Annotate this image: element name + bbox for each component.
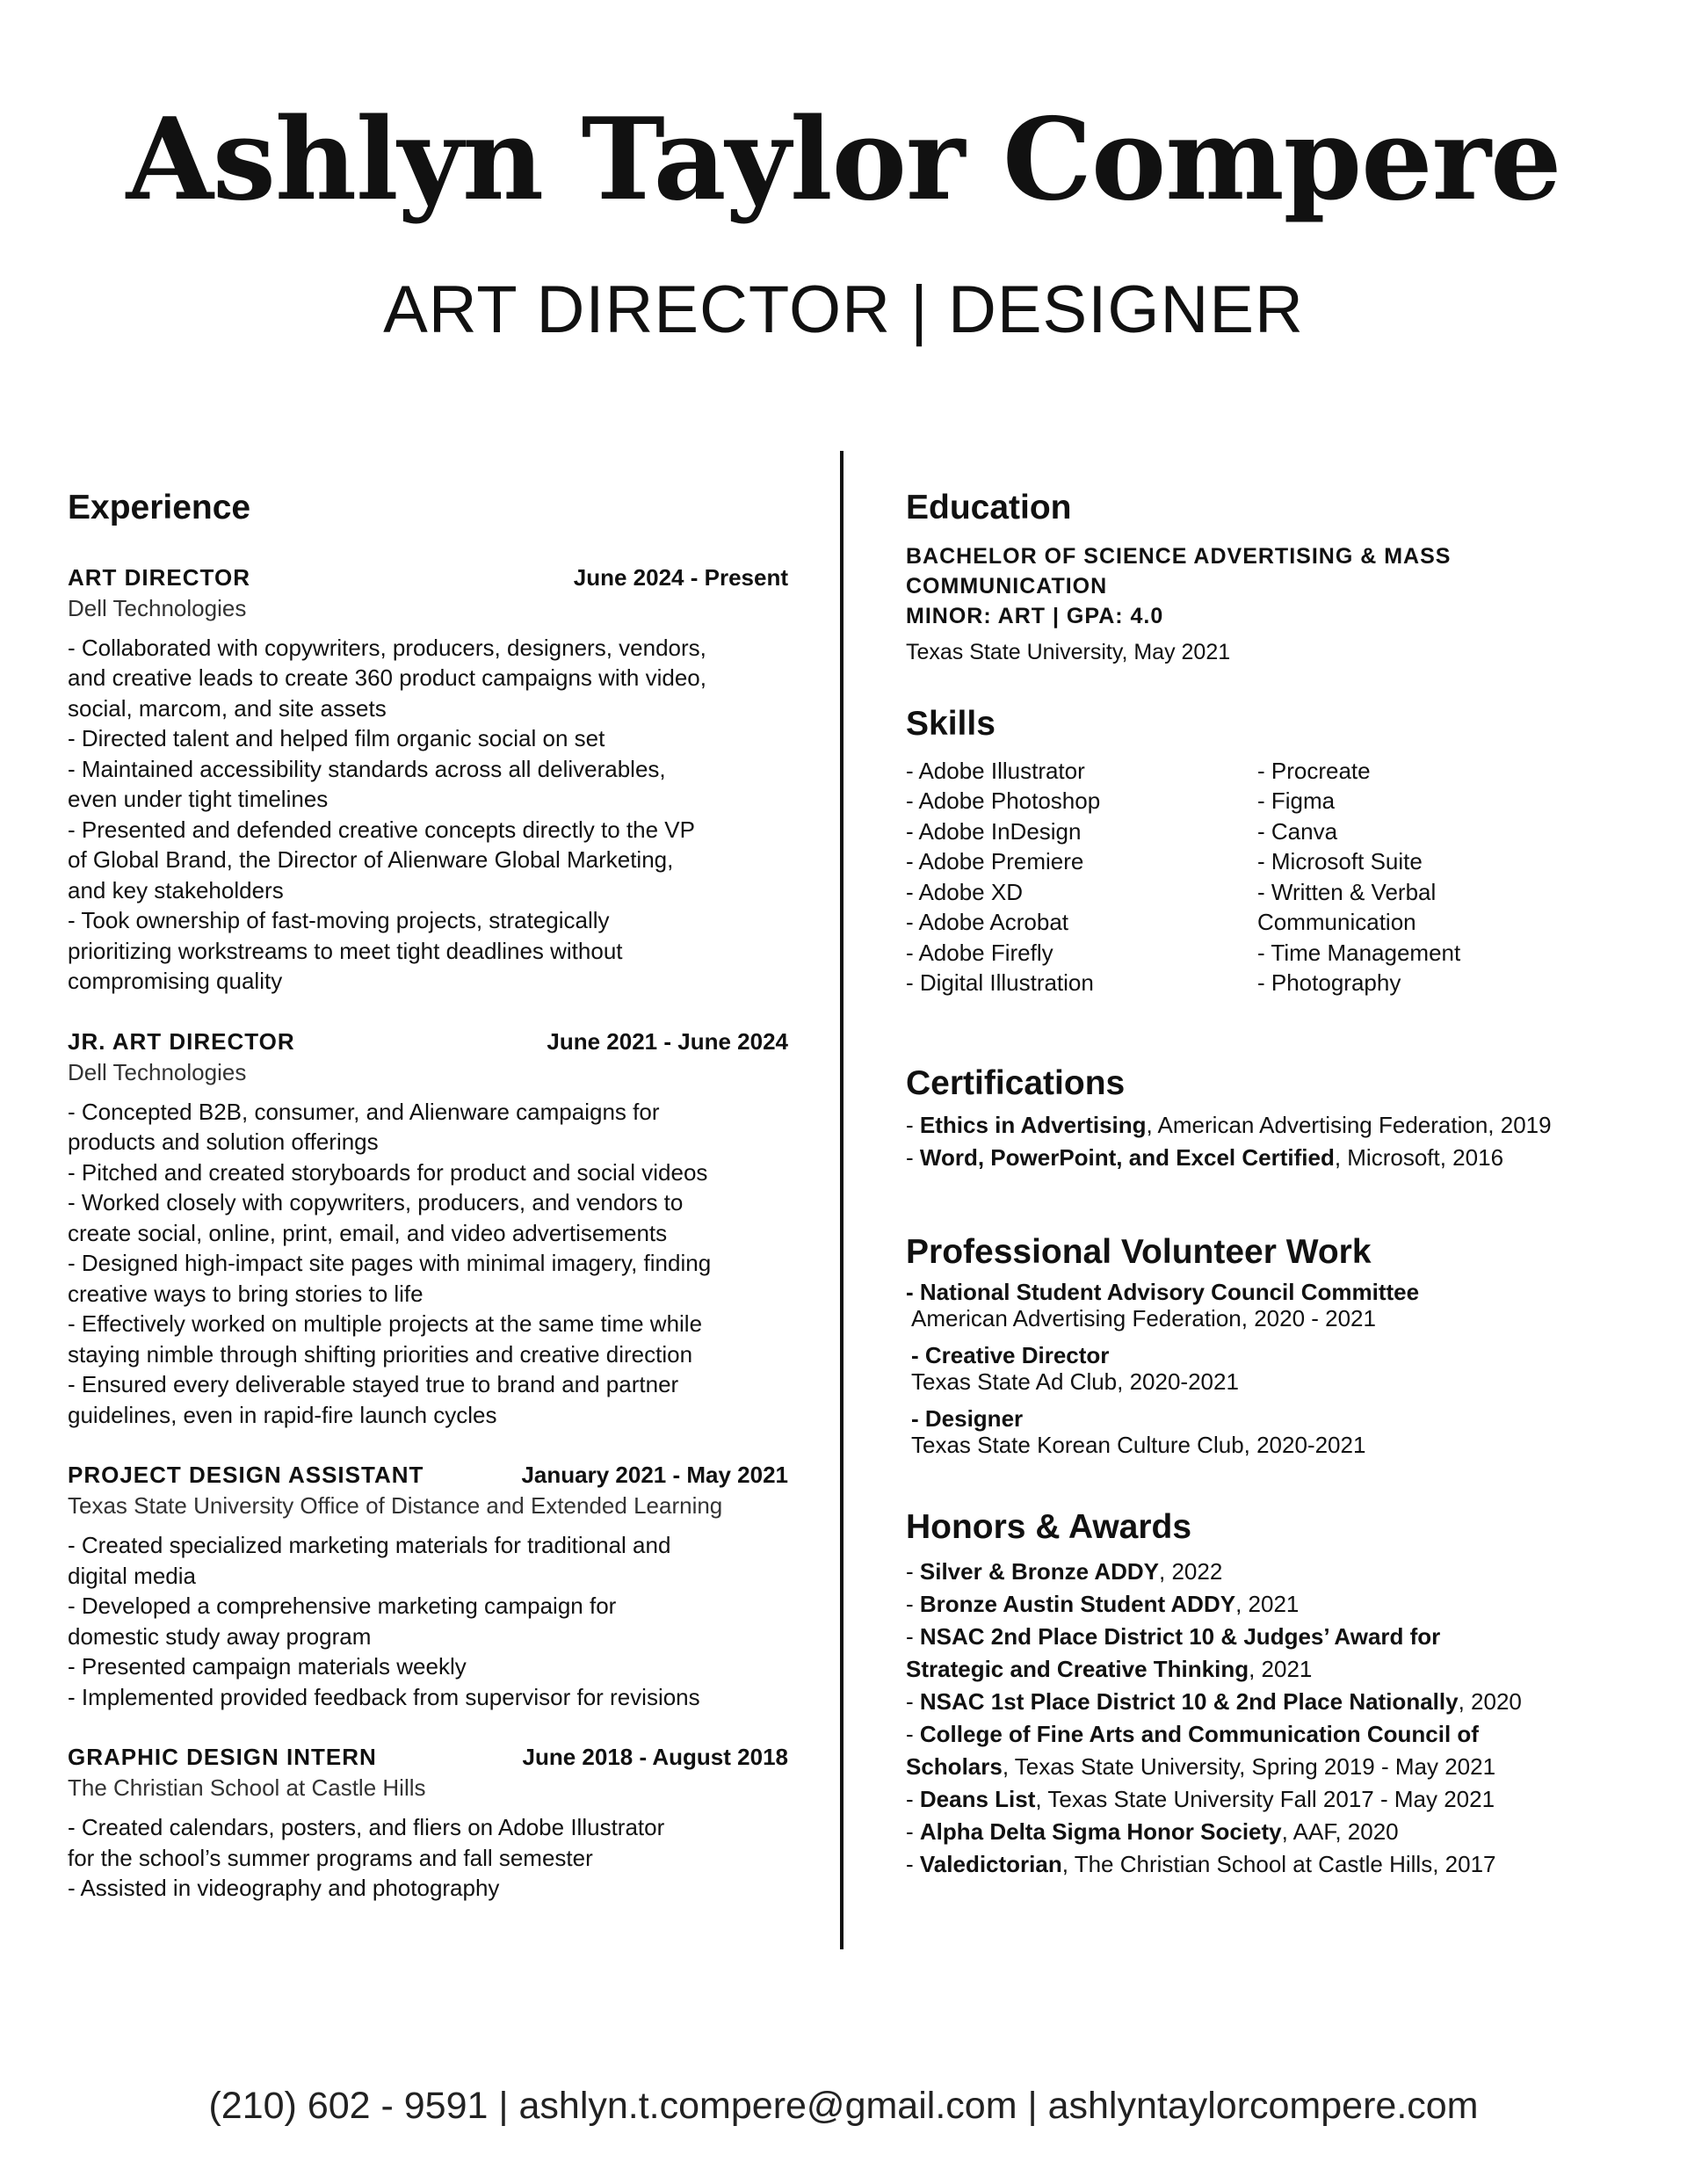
volunteer-org: American Advertising Federation, 2020 - 2021: [911, 1305, 1376, 1332]
certification-item: - Word, PowerPoint, and Excel Certified, Microsoft, 2016: [906, 1144, 1504, 1172]
bullet-line: staying nimble through shifting priorities and creative direction: [68, 1340, 693, 1368]
job-entry: [68, 1744, 788, 1904]
honor-item: - College of Fine Arts and Communication Council of: [906, 1720, 1479, 1747]
education-school: Texas State University, May 2021: [906, 639, 1231, 664]
bullet-line: prioritizing workstreams to meet tight deadlines without: [68, 937, 623, 964]
honor-item: - Bronze Austin Student ADDY, 2021: [906, 1590, 1300, 1617]
contact-line: (210) 602 - 9591 | ashlyn.t.compere@gmail.com | ashlyntaylorcompere.com: [208, 2085, 1479, 2127]
volunteer-org: Texas State Korean Culture Club, 2020-2021: [911, 1432, 1366, 1459]
skills-column: [906, 756, 1257, 998]
bullet-line: for the school’s summer programs and fall semester: [68, 1844, 593, 1871]
job-bullets: [68, 1097, 788, 1431]
skills-column: [1257, 756, 1609, 998]
job-bullets: [68, 633, 788, 997]
volunteer-role: - National Student Advisory Council Committee: [906, 1279, 1420, 1306]
skill-item: - Adobe InDesign: [906, 817, 1082, 845]
job-org: The Christian School at Castle Hills: [68, 1774, 426, 1802]
degree-line: BACHELOR OF SCIENCE ADVERTISING & MASS: [906, 543, 1452, 569]
left-column: [68, 488, 788, 1904]
bullet-line: domestic study away program: [68, 1622, 372, 1650]
job-entry: [68, 1462, 788, 1712]
bullet-line: - Created specialized marketing materials for traditional and: [68, 1532, 671, 1559]
honor-item: Strategic and Creative Thinking, 2021: [906, 1655, 1313, 1682]
bullet-line: social, marcom, and site assets: [68, 694, 387, 722]
skill-item: - Adobe Acrobat: [906, 909, 1069, 936]
bullet-line: creative ways to bring stories to life: [68, 1280, 424, 1307]
honors-list: [906, 1556, 1644, 1881]
bullet-line: - Developed a comprehensive marketing campaign for: [68, 1593, 617, 1620]
volunteer-list: [906, 1279, 1644, 1458]
skill-item: - Adobe XD: [906, 878, 1023, 905]
job-bullets: [68, 1530, 788, 1712]
skill-item: - Canva: [1257, 817, 1338, 845]
skill-item: - Adobe Firefly: [906, 939, 1053, 966]
right-column: [906, 488, 1644, 1881]
bullet-line: - Took ownership of fast-moving projects, strategically: [68, 907, 610, 934]
bullet-line: - Concepted B2B, consumer, and Alienware campaigns for: [68, 1098, 660, 1125]
volunteer-heading: Professional Volunteer Work: [906, 1233, 1372, 1272]
volunteer-item: [906, 1342, 1644, 1395]
bullet-line: - Presented campaign materials weekly: [68, 1653, 467, 1680]
bullet-line: - Worked closely with copywriters, producers, and vendors to: [68, 1189, 684, 1216]
resume-role: ART DIRECTOR | DESIGNER: [383, 272, 1304, 347]
job-title: PROJECT DESIGN ASSISTANT: [68, 1462, 424, 1489]
bullet-line: products and solution offerings: [68, 1128, 379, 1156]
job-dates: January 2021 - May 2021: [521, 1462, 788, 1489]
skill-item: - Adobe Illustrator: [906, 757, 1085, 784]
certifications-heading: Certifications: [906, 1063, 1126, 1102]
honor-item: - Alpha Delta Sigma Honor Society, AAF, 2020: [906, 1818, 1399, 1845]
skills-list: [906, 756, 1644, 998]
bullet-line: - Created calendars, posters, and fliers on Adobe Illustrator: [68, 1814, 665, 1841]
experience-heading: Experience: [68, 489, 251, 526]
skill-item: Communication: [1257, 909, 1416, 936]
bullet-line: guidelines, even in rapid-fire launch cycles: [68, 1401, 497, 1428]
bullet-line: - Presented and defended creative concepts directly to the VP: [68, 816, 695, 843]
job-dates: June 2024 - Present: [573, 563, 788, 591]
job-bullets: [68, 1812, 788, 1904]
bullet-line: - Pitched and created storyboards for product and social videos: [68, 1158, 708, 1186]
honor-item: Scholars, Texas State University, Spring 2019 - May 2021: [906, 1752, 1496, 1780]
bullet-line: - Directed talent and helped film organic social on set: [68, 725, 605, 752]
job-title: JR. ART DIRECTOR: [68, 1027, 295, 1055]
job-dates: June 2018 - August 2018: [522, 1744, 788, 1771]
bullet-line: of Global Brand, the Director of Alienware Global Marketing,: [68, 846, 674, 874]
skill-item: - Microsoft Suite: [1257, 848, 1423, 875]
honor-item: - NSAC 1st Place District 10 & 2nd Place Nationally, 2020: [906, 1687, 1522, 1715]
job-entry: [68, 564, 788, 997]
skill-item: - Photography: [1257, 969, 1401, 997]
bullet-line: create social, online, print, email, and video advertisements: [68, 1219, 668, 1246]
bullet-line: and creative leads to create 360 product campaigns with video,: [68, 664, 706, 692]
job-title: GRAPHIC DESIGN INTERN: [68, 1744, 377, 1771]
job-org: Texas State University Office of Distance and Extended Learning: [68, 1492, 723, 1520]
skill-item: - Figma: [1257, 787, 1336, 815]
volunteer-item: [906, 1405, 1644, 1458]
education-heading: Education: [906, 489, 1072, 526]
honor-item: - Deans List, Texas State University Fall 2017 - May 2021: [906, 1785, 1495, 1812]
skills-heading: Skills: [906, 704, 996, 743]
certification-item: - Ethics in Advertising, American Advertising Federation, 2019: [906, 1112, 1552, 1139]
skill-item: - Digital Illustration: [906, 969, 1094, 997]
bullet-line: compromising quality: [68, 968, 283, 995]
bullet-line: and key stakeholders: [68, 876, 284, 903]
resume-name: Ashlyn Taylor Compere: [126, 94, 1561, 226]
job-org: Dell Technologies: [68, 594, 247, 621]
volunteer-role: - Designer: [911, 1405, 1024, 1433]
honors-heading: Honors & Awards: [906, 1508, 1192, 1547]
education-degree: [906, 541, 1644, 631]
bullet-line: - Collaborated with copywriters, producers, designers, vendors,: [68, 634, 706, 661]
skill-item: - Written & Verbal: [1257, 878, 1437, 905]
bullet-line: - Maintained accessibility standards across all deliverables,: [68, 755, 666, 782]
volunteer-item: [906, 1279, 1644, 1331]
bullet-line: - Ensured every deliverable stayed true to brand and partner: [68, 1371, 679, 1398]
skill-item: - Time Management: [1257, 939, 1461, 966]
job-dates: June 2021 - June 2024: [547, 1027, 788, 1055]
job-title: ART DIRECTOR: [68, 563, 250, 591]
honor-item: - Silver & Bronze ADDY, 2022: [906, 1557, 1223, 1585]
job-org: Dell Technologies: [68, 1058, 247, 1085]
volunteer-role: - Creative Director: [911, 1342, 1110, 1369]
bullet-line: - Designed high-impact site pages with minimal imagery, finding: [68, 1250, 712, 1277]
honor-item: - Valedictorian, The Christian School at Castle Hills, 2017: [906, 1850, 1496, 1877]
bullet-line: even under tight timelines: [68, 786, 329, 813]
certifications-list: [906, 1109, 1644, 1174]
bullet-line: - Effectively worked on multiple projects at the same time while: [68, 1310, 703, 1338]
skill-item: - Adobe Photoshop: [906, 787, 1101, 815]
column-divider: [840, 451, 844, 1949]
honor-item: - NSAC 2nd Place District 10 & Judges’ Award for: [906, 1622, 1441, 1650]
bullet-line: - Implemented provided feedback from supervisor for revisions: [68, 1683, 700, 1710]
bullet-line: - Assisted in videography and photography: [68, 1875, 500, 1902]
volunteer-org: Texas State Ad Club, 2020-2021: [911, 1368, 1239, 1396]
degree-minor: MINOR: ART | GPA: 4.0: [906, 603, 1164, 628]
job-entry: [68, 1028, 788, 1431]
skill-item: - Procreate: [1257, 757, 1371, 784]
bullet-line: digital media: [68, 1562, 196, 1589]
degree-line: COMMUNICATION: [906, 573, 1108, 599]
skill-item: - Adobe Premiere: [906, 848, 1084, 875]
